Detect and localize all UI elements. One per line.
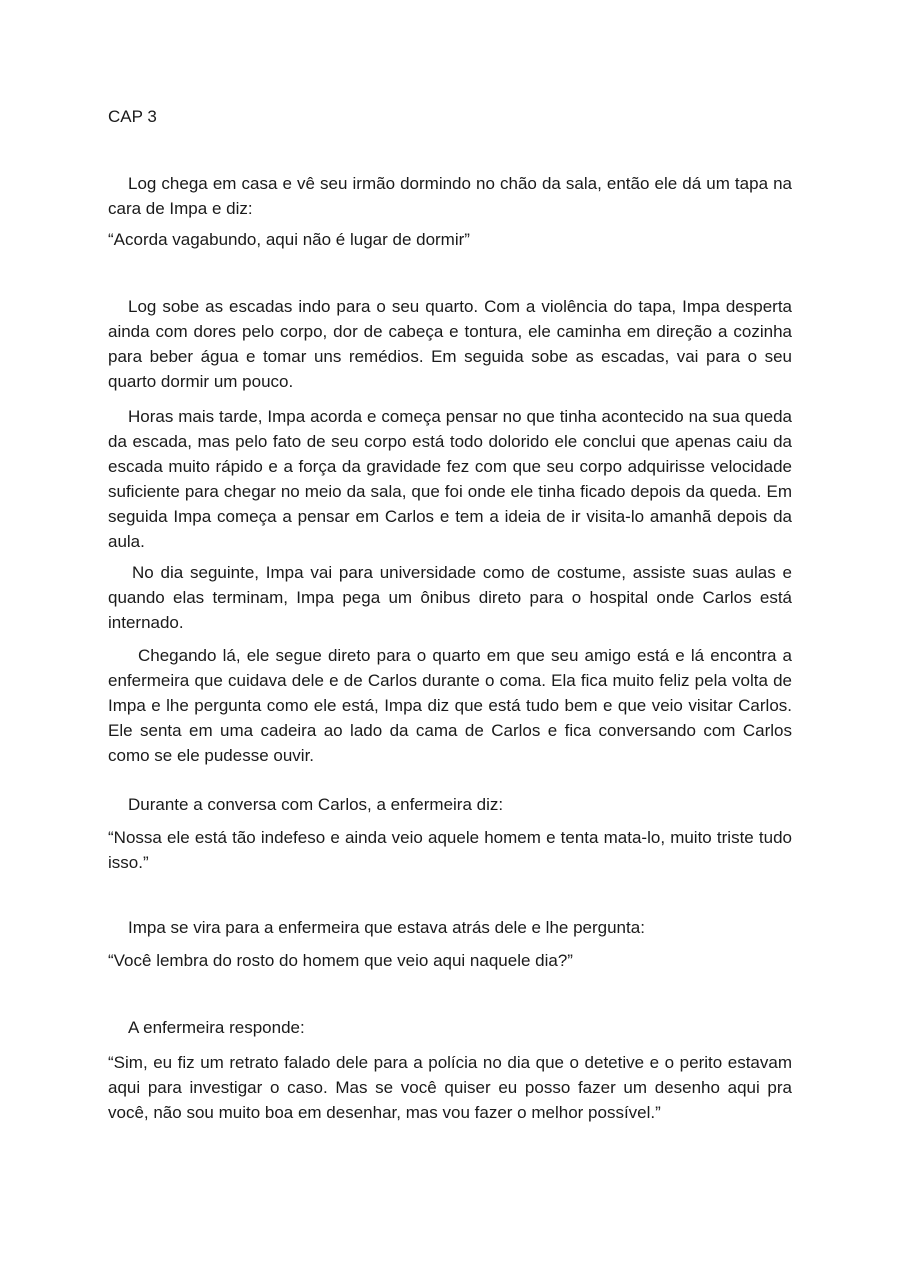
chapter-heading: CAP 3 bbox=[108, 107, 157, 126]
paragraph-horas-mais-tarde: Horas mais tarde, Impa acorda e começa pensar no que tinha acontecido na sua queda da escada, mas pelo fato de seu corpo está todo dolorido ele conclui que apenas caiu da escada muito rápido e a força da gravidade fez com que seu corpo adquirisse velocidade suficiente para chegar no meio da sala, que foi onde ele tinha ficado depois da queda. Em seguida Impa começa a pensar em Carlos e tem a ideia de ir visita-lo amanhã depois da aula. bbox=[108, 407, 792, 551]
paragraph-log-chega: Log chega em casa e vê seu irmão dormindo no chão da sala, então ele dá um tapa na cara de Impa e diz: bbox=[108, 174, 792, 218]
dialogue-nossa-indefeso: “Nossa ele está tão indefeso e ainda veio aquele homem e tenta mata-lo, muito triste tudo isso.” bbox=[108, 828, 792, 872]
dialogue-acorda-vagabundo: “Acorda vagabundo, aqui não é lugar de dormir” bbox=[108, 230, 470, 249]
paragraph-impa-se-vira: Impa se vira para a enfermeira que estava atrás dele e lhe pergunta: bbox=[128, 918, 645, 937]
paragraph-enfermeira-responde: A enfermeira responde: bbox=[128, 1018, 305, 1037]
paragraph-chegando-la: Chegando lá, ele segue direto para o quarto em que seu amigo está e lá encontra a enfermeira que cuidava dele e de Carlos durante o coma. Ela fica muito feliz pela volta de Impa e lhe pergunta como ele está, Impa diz que está tudo bem e que veio visitar Carlos. Ele senta em uma cadeira ao lado da cama de Carlos e fica conversando com Carlos como se ele pudesse ouvir. bbox=[108, 646, 792, 765]
dialogue-voce-lembra-rosto: “Você lembra do rosto do homem que veio aqui naquele dia?” bbox=[108, 951, 573, 970]
paragraph-durante-conversa: Durante a conversa com Carlos, a enfermeira diz: bbox=[128, 795, 504, 814]
dialogue-sim-retrato-falado: “Sim, eu fiz um retrato falado dele para a polícia no dia que o detetive e o perito estavam aqui para investigar o caso. Mas se você quiser eu posso fazer um desenho aqui pra você, não sou muito boa em desenhar, mas vou fazer o melhor possível.” bbox=[108, 1053, 792, 1122]
paragraph-no-dia-seguinte: No dia seguinte, Impa vai para universidade como de costume, assiste suas aulas e quando elas terminam, Impa pega um ônibus direto para o hospital onde Carlos está internado. bbox=[108, 563, 792, 632]
paragraph-log-sobe-escadas: Log sobe as escadas indo para o seu quarto. Com a violência do tapa, Impa desperta ainda com dores pelo corpo, dor de cabeça e tontura, ele caminha em direção a cozinha para beber água e tomar uns remédios. Em seguida sobe as escadas, vai para o seu quarto dormir um pouco. bbox=[108, 297, 792, 391]
